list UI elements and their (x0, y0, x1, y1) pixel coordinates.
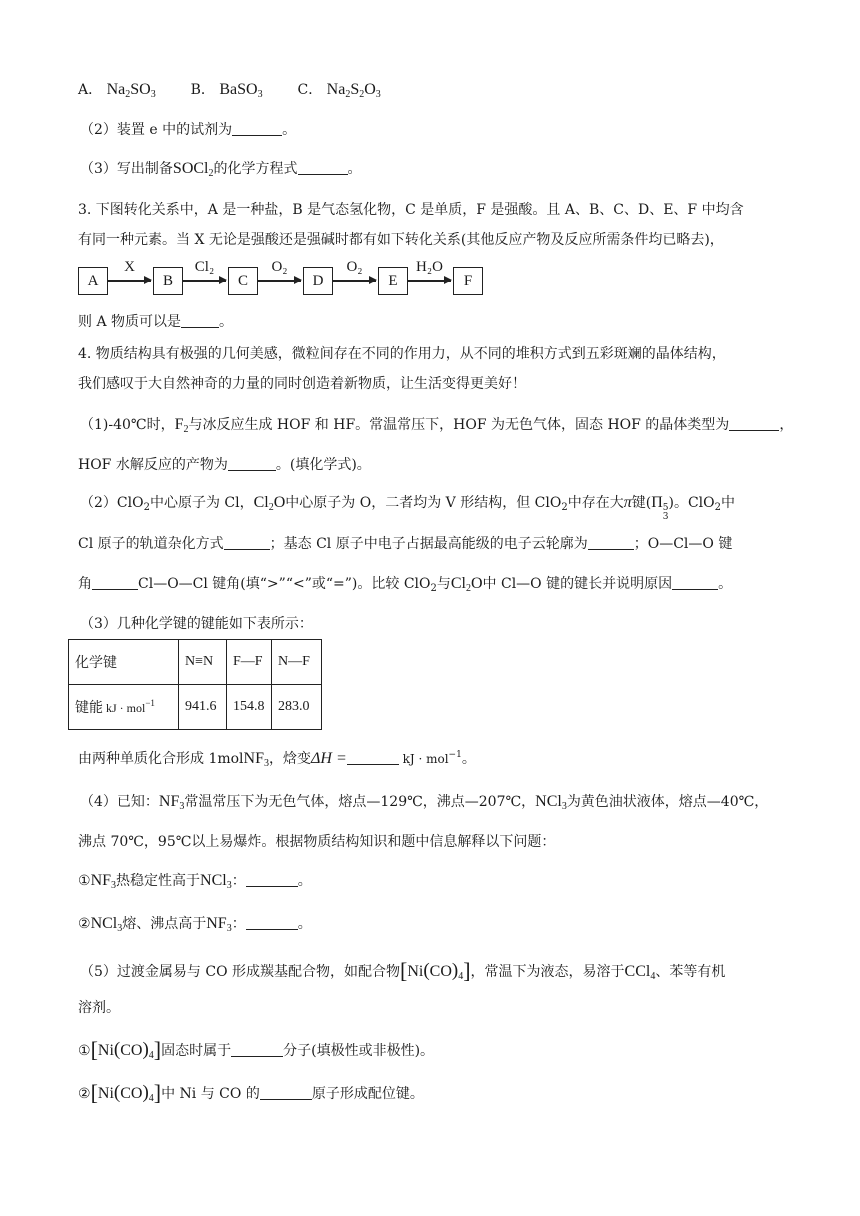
answer-options-line (78, 80, 381, 105)
flow-arrow-label: O₂ (271, 259, 288, 275)
answer-blank[interactable] (231, 1056, 283, 1057)
option-c-formula: $Na_2S_2O_3$ (326, 81, 381, 100)
problem-3-line-2: 有同一种元素。当 X 无论是强酸还是强碱时都有如下转化关系(其他反应产物及反应所需条件均已略去)， (78, 232, 724, 248)
problem-4-q3-title: （3）几种化学键的键能如下表所示： (80, 616, 313, 632)
answer-blank[interactable] (232, 135, 282, 136)
flow-arrow-label: O₂ (346, 259, 363, 275)
problem-4-q5-line-2: 溶剂。 (78, 1000, 120, 1016)
problem-4-q4-line-2: 沸点 70℃，95℃以上易爆炸。根据物质结构知识和题中信息解释以下问题： (78, 834, 556, 850)
flow-box-e: E (378, 267, 408, 295)
table-header-cell: F—F (227, 640, 272, 685)
problem-4-q4-item-1: $①NF_3$热稳定性高于NCl$_3$： 。 (78, 872, 312, 891)
flow-arrow-label: H₂O (416, 259, 443, 275)
flow-box-f: F (453, 267, 483, 295)
flow-arrow (333, 280, 376, 282)
option-a-label: A． (78, 82, 103, 98)
table-cell: 键能 kJ · mol$^{-1}$ (69, 685, 179, 730)
problem-3-line-1: 3. 下图转化关系中，A 是一种盐，B 是气态氢化物，C 是单质，F 是强酸。且 A、B、C、D、E、F 中均含 (78, 202, 744, 218)
option-b-label: B． (190, 82, 215, 98)
answer-blank[interactable] (588, 549, 634, 550)
answer-blank[interactable] (224, 549, 270, 550)
option-a-formula: $Na_2SO_3$ (106, 81, 156, 100)
flow-arrow (408, 280, 451, 282)
problem-4-q1-line-2: HOF 水解反应的产物为 。(填化学式)。 (78, 457, 371, 473)
flow-box-b: B (153, 267, 183, 295)
table-row (69, 685, 322, 730)
flow-arrow (108, 280, 151, 282)
problem-4-q4-line-1: （4）已知：$NF_3$常温常压下为无色气体，熔点—129℃，沸点—207℃，NCl$_3$为黄色油状液体，熔点—40℃， (80, 793, 769, 812)
flow-arrow (183, 280, 226, 282)
table-header-cell: N≡N (179, 640, 227, 685)
answer-blank[interactable] (729, 430, 779, 431)
question-3-equation: （3）写出制备SOCl$_2$的化学方程式 。 (80, 160, 362, 179)
problem-4-q3-enthalpy: 由两种单质化合形成 1molNF$_3$，焓变ΔH = kJ · mol$^{-1}$。 (78, 750, 476, 769)
answer-blank[interactable] (246, 886, 298, 887)
problem-4-q2-line-1: （2）ClO$_2$中心原子为 Cl，$Cl_2O$中心原子为 O，二者均为 V 形结构，但 ClO$_2$中存在大π键(Π 5 3 )。ClO$_2$中 (80, 494, 736, 522)
table-cell: 283.0 (272, 685, 322, 730)
problem-4-q1-line-1: （1)-40℃时，$F_2$与冰反应生成 HOF 和 HF。常温常压下，HOF 为无色气体，固态 HOF 的晶体类型为 ， (80, 416, 794, 435)
flow-arrow-label: Cl₂ (194, 259, 215, 275)
answer-blank[interactable] (347, 764, 399, 765)
problem-4-q5-item-2: $②[Ni(CO)_4]$中 Ni 与 CO 的 原子形成配位键。 (78, 1080, 424, 1105)
option-c-label: C． (297, 82, 323, 98)
table-header-cell: N—F (272, 640, 322, 685)
answer-blank[interactable] (298, 174, 348, 175)
problem-4-line-1: 4. 物质结构具有极强的几何美感，微粒间存在不同的作用力，从不同的堆积方式到五彩斑斓的晶体结构， (78, 346, 726, 362)
problem-4-line-2: 我们感叹于大自然神奇的力量的同时创造着新物质，让生活变得更美好！ (78, 376, 526, 392)
problem-4-q5-item-1: $①[Ni(CO)_4]$固态时属于 分子(填极性或非极性)。 (78, 1037, 435, 1062)
flow-box-a: A (78, 267, 108, 295)
answer-blank[interactable] (181, 327, 219, 328)
table-header-cell: 化学键 (69, 640, 179, 685)
problem-4-q2-line-3: 角 Cl—O—Cl 键角(填“>”“<”或“=”)。比较 ClO$_2$与$Cl_2O$中 Cl—O 键的键长并说明原因 。 (78, 575, 733, 594)
answer-blank[interactable] (92, 589, 138, 590)
question-2-reagent: （2）装置 e 中的试剂为 。 (80, 122, 297, 138)
problem-4-q4-item-2: ②NCl$_3$熔、沸点高于$NF_3$： 。 (78, 915, 312, 934)
table-cell: 154.8 (227, 685, 272, 730)
table-row (69, 640, 322, 685)
table-cell: 941.6 (179, 685, 227, 730)
problem-3-answer-line: 则 A 物质可以是 。 (78, 314, 234, 330)
problem-4-q2-line-2: Cl 原子的轨道杂化方式 ；基态 Cl 原子中电子占据最高能级的电子云轮廓为 ；O—Cl—O 键 (78, 536, 733, 552)
flow-arrow-label: X (124, 259, 135, 275)
flow-box-c: C (228, 267, 258, 295)
bond-energy-table (68, 639, 322, 730)
answer-blank[interactable] (228, 470, 276, 471)
problem-4-q5-line-1: （5）过渡金属易与 CO 形成羰基配合物，如配合物$[Ni(CO)_4]$，常温下为液态，易溶于CCl$_4$、苯等有机 (80, 958, 726, 983)
flow-box-d: D (303, 267, 333, 295)
answer-blank[interactable] (260, 1099, 312, 1100)
answer-blank[interactable] (246, 929, 298, 930)
answer-blank[interactable] (672, 589, 718, 590)
flow-arrow (258, 280, 301, 282)
option-b-formula: BaSO$_3$ (219, 81, 263, 100)
